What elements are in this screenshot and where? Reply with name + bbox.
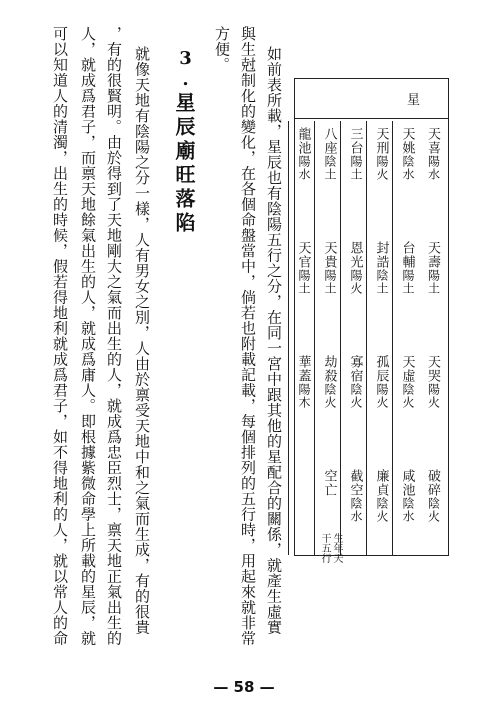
table-cell: 廉貞 陰火 xyxy=(373,469,389,523)
table-cell: 封誥 陰土 xyxy=(373,241,389,295)
table-title: 星 xyxy=(406,93,420,108)
table-column xyxy=(288,121,319,555)
table-cell: 天虛 陰火 xyxy=(399,355,415,409)
table-cell: 台輔 陽土 xyxy=(399,241,415,295)
table-cell: 三台 陽土 xyxy=(347,127,363,181)
paragraph-1-line-1: 如前表所載，星辰也有陰陽五行之分，在同一宮中跟其他的星配合的關係，就產生虛實 xyxy=(265,46,283,635)
paragraph-2-line-3: 人，就成爲君子，而禀天地餘氣出生的人，就成爲庸人。即根據紫微命學上所載的星辰，就 xyxy=(79,26,97,646)
table-cell-note: 生年天 干五行 xyxy=(319,533,342,563)
table-cell: 八座 陰土 xyxy=(321,127,337,181)
table-cell: 天喜 陽水 xyxy=(425,127,441,181)
table-cell: 劫殺 陰火 xyxy=(321,355,337,409)
table-cell: 天貴 陽土 xyxy=(321,241,337,295)
table-cell: 恩光 陽火 xyxy=(347,241,363,295)
table-cell: 龍池 陽水 xyxy=(295,127,311,181)
paragraph-2-line-1: 就像天地有陰陽之分一樣，人有男女之別，人由於禀受天地中和之氣而生成，有的很貴 xyxy=(133,46,151,635)
paragraph-2-line-2: ，有的很賢明。由於得到了天地剛大之氣而出生的人，就成爲忠臣烈士，禀天地正氣出生的 xyxy=(105,26,123,646)
table-cell: 天官 陽土 xyxy=(295,241,311,295)
table-cell: 天刑 陽火 xyxy=(373,127,389,181)
table-cell: 截空 陰水 xyxy=(347,469,363,523)
table-cell: 天哭 陽火 xyxy=(425,355,441,409)
table-cell: 破碎 陰火 xyxy=(425,469,441,523)
paragraph-2-line-4: 可以知道人的清濁，出生的時候，假若得地利就成爲君子，如不得地利的人，就以常人的命 xyxy=(51,26,69,646)
star-element-table xyxy=(294,78,449,563)
table-cell: 寡宿 陰火 xyxy=(347,355,363,409)
table-cell: 天姚 陰水 xyxy=(399,127,415,181)
paragraph-1-line-2: 與生尅制化的變化，在各個命盤當中，倘若也附載記載，每個排列的五行時，用起來就非常 xyxy=(239,26,257,646)
section-number: 3. xyxy=(175,48,196,90)
table-header xyxy=(295,79,448,119)
section-title: 星辰廟旺落陷 xyxy=(172,92,196,236)
table-cell: 空亡 xyxy=(321,469,337,497)
table-cell: 孤辰 陽火 xyxy=(373,355,389,409)
table-cell: 天壽 陽土 xyxy=(425,241,441,295)
table-cell: 咸池 陰水 xyxy=(399,469,415,523)
page-number: — 58 — xyxy=(213,678,275,696)
table-cell: 華蓋 陽木 xyxy=(295,355,311,409)
paragraph-1-line-3: 方便。 xyxy=(213,26,231,73)
